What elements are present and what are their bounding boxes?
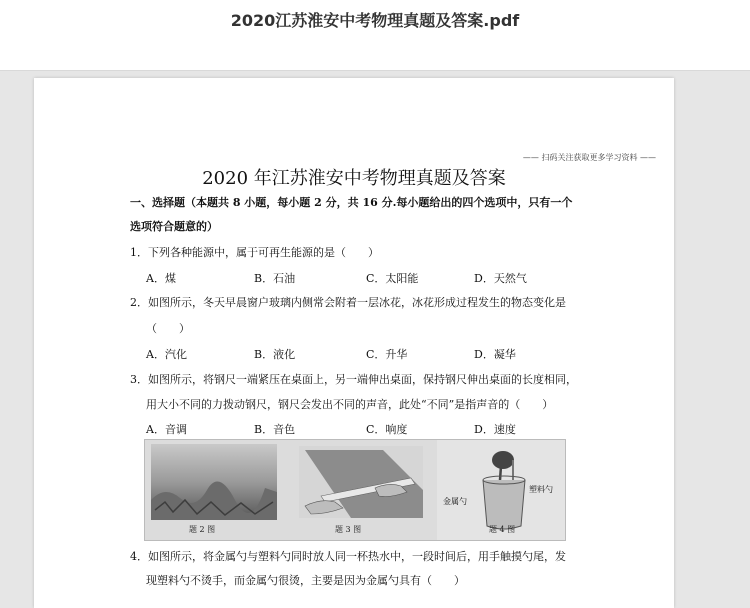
question-1-option-a: A．煤 [146, 272, 176, 285]
question-3-option-b: B．音色 [254, 423, 296, 436]
question-3-option-a: A．音调 [146, 423, 187, 436]
section-heading-line2: 选项符合题意的） [130, 220, 218, 233]
figure-strip [144, 439, 566, 541]
figure-2-caption: 题 2 图 [189, 525, 216, 534]
pdf-page [34, 78, 674, 608]
question-3-text: 3．如图所示，将钢尺一端紧压在桌面上，另一端伸出桌面，保持钢尺伸出桌面的长度相同， [130, 373, 577, 386]
question-1-text: 1．下列各种能源中，属于可再生能源的是（ ） [130, 246, 379, 259]
figure-3-caption: 题 3 图 [335, 525, 362, 534]
question-2-text-cont: （ ） [146, 322, 190, 335]
watermark-text: —— 扫码关注获取更多学习资料 —— [522, 153, 656, 162]
question-2-text: 2．如图所示，冬天早晨窗户玻璃内侧常会附着一层冰花，冰花形成过程发生的物态变化是 [130, 296, 566, 309]
section-heading-line1: 一、选择题（本题共 8 小题，每小题 2 分，共 16 分.每小题给出的四个选项中，只有一个 [130, 196, 573, 209]
question-4-text: 4．如图所示，将金属勺与塑料勺同时放人同一杯热水中，一段时间后，用手触摸勺尾，发 [130, 550, 566, 563]
question-2-option-a: A．汽化 [146, 348, 187, 361]
question-3-option-c: C．响度 [366, 423, 408, 436]
question-3-option-d: D．速度 [474, 423, 516, 436]
file-title: 2020江苏淮安中考物理真题及答案.pdf [230, 11, 520, 30]
question-1-option-b: B．石油 [254, 272, 296, 285]
document-title: 2020 年江苏淮安中考物理真题及答案 [202, 168, 506, 189]
question-2-option-c: C．升华 [366, 348, 408, 361]
question-1-option-c: C．太阳能 [366, 272, 419, 285]
question-2-option-b: B．液化 [254, 348, 296, 361]
question-1-option-d: D．天然气 [474, 272, 527, 285]
figure-4-label-metal-spoon: 金属勺 [443, 497, 467, 506]
figure-4-label-plastic-spoon: 塑料勺 [529, 485, 553, 494]
viewer-header [0, 0, 750, 71]
question-2-option-d: D．凝华 [474, 348, 516, 361]
question-3-text-cont: 用大小不同的力拨动钢尺，钢尺会发出不同的声音，此处“不同”是指声音的（ ） [146, 398, 554, 411]
question-4-text-cont: 现塑料勺不烫手，而金属勺很烫，主要是因为金属勺具有（ ） [146, 574, 465, 587]
figure-4-caption: 题 4 图 [489, 525, 516, 534]
